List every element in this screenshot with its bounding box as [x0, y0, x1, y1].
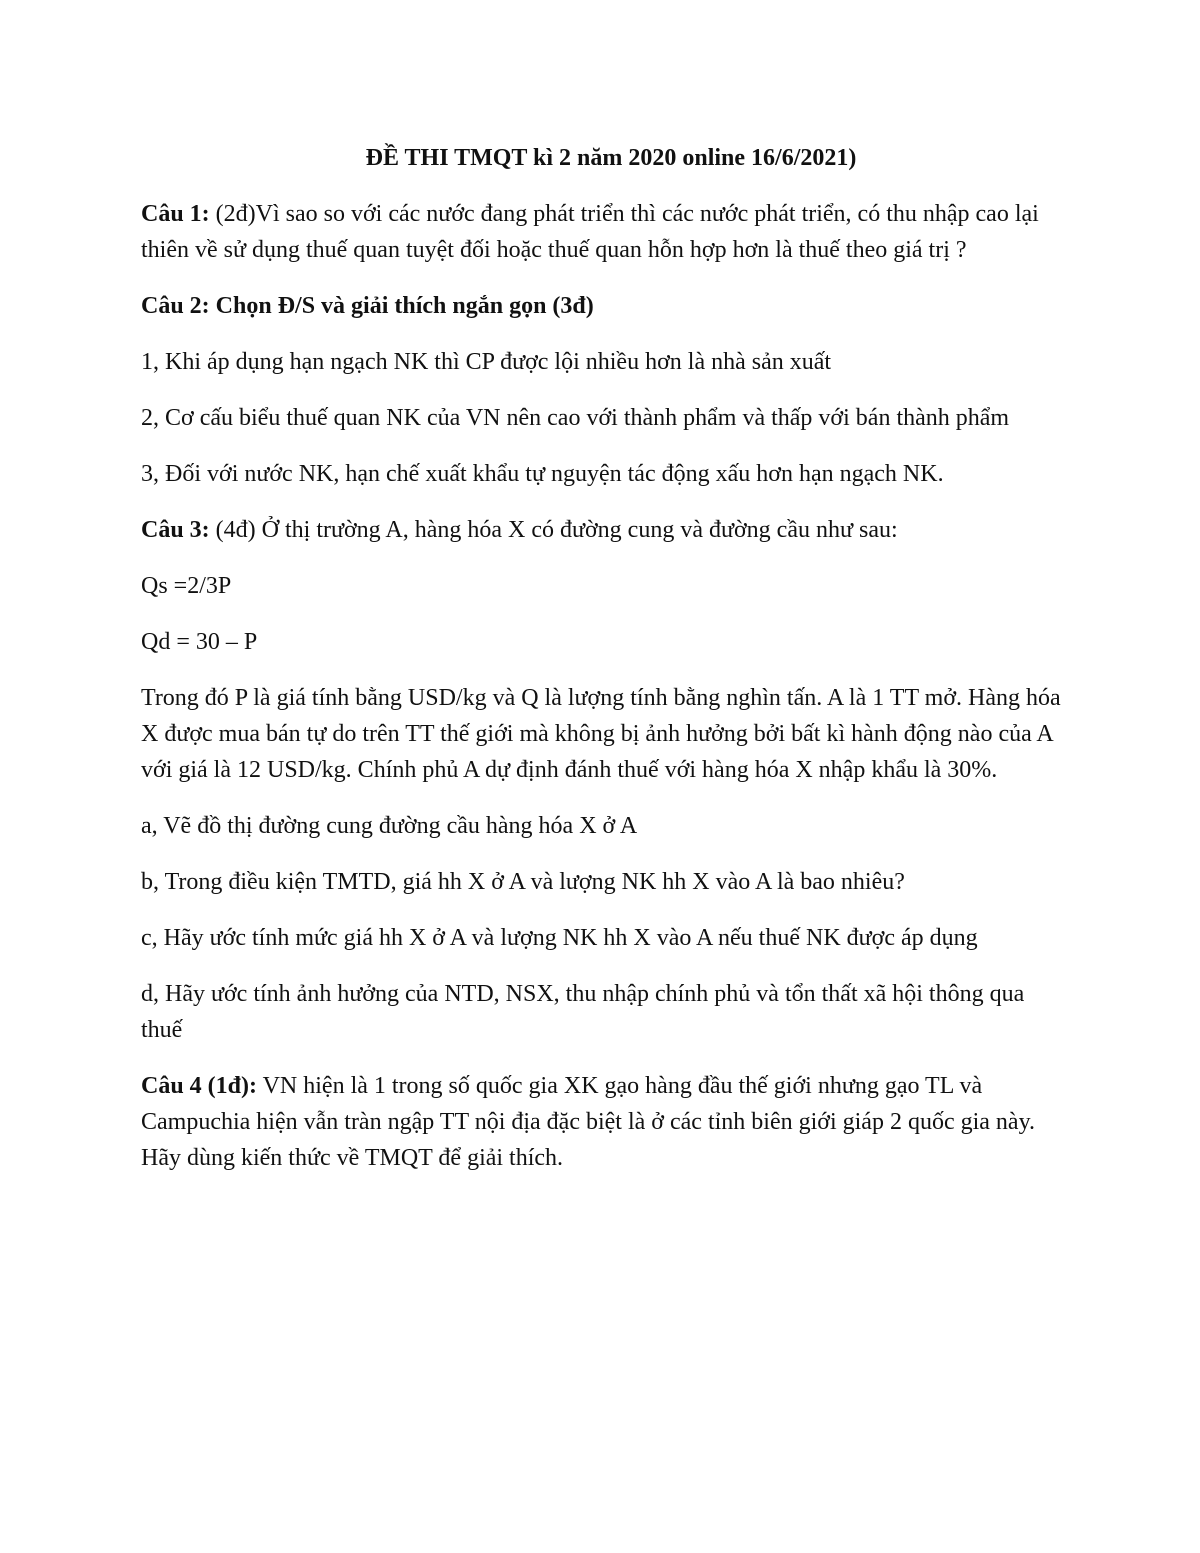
- question-3-part-d: d, Hãy ước tính ảnh hưởng của NTD, NSX, thu nhập chính phủ và tổn thất xã hội thông qua thuế: [141, 981, 1025, 1043]
- question-1-text: (2đ)Vì sao so với các nước đang phát triển thì các nước phát triển, có thu nhập cao lại thiên về sử dụng thuế quan tuyệt đối hoặc thuế quan hỗn hợp hơn là thuế theo giá trị ?: [141, 201, 1039, 263]
- question-4: [141, 1068, 1061, 1176]
- question-1: [141, 196, 1061, 268]
- question-3-part-c: c, Hãy ước tính mức giá hh X ở A và lượng NK hh X vào A nếu thuế NK được áp dụng: [141, 925, 978, 951]
- question-4-label: Câu 4 (1đ):: [141, 1073, 258, 1099]
- question-2-item-3: 3, Đối với nước NK, hạn chế xuất khẩu tự nguyện tác động xấu hơn hạn ngạch NK.: [141, 461, 944, 487]
- question-3: [141, 512, 1061, 548]
- question-3-context: Trong đó P là giá tính bằng USD/kg và Q là lượng tính bằng nghìn tấn. A là 1 TT mở. Hàng hóa X được mua bán tự do trên TT thế giới mà không bị ảnh hưởng bởi bất kì hành động nào của A với giá là 12 USD/kg. Chính phủ A dự định đánh thuế với hàng hóa X nhập khẩu là 30%.: [141, 685, 1061, 783]
- supply-equation: Qs =2/3P: [141, 573, 232, 599]
- question-3-part-b: b, Trong điều kiện TMTD, giá hh X ở A và lượng NK hh X vào A là bao nhiêu?: [141, 869, 905, 895]
- question-4-text: VN hiện là 1 trong số quốc gia XK gạo hàng đầu thế giới nhưng gạo TL và Campuchia hiện vẫn tràn ngập TT nội địa đặc biệt là ở các tỉnh biên giới giáp 2 quốc gia này. Hãy dùng kiến thức về TMQT để giải thích.: [141, 1073, 1036, 1171]
- document-page: [141, 140, 1061, 1196]
- question-2-item-1: 1, Khi áp dụng hạn ngạch NK thì CP được lội nhiều hơn là nhà sản xuất: [141, 349, 832, 375]
- question-3-part-a: a, Vẽ đồ thị đường cung đường cầu hàng hóa X ở A: [141, 813, 638, 839]
- question-2-item-2: 2, Cơ cấu biểu thuế quan NK của VN nên cao với thành phẩm và thấp với bán thành phẩm: [141, 405, 1010, 431]
- question-2-heading: Câu 2: Chọn Đ/S và giải thích ngắn gọn (3đ): [141, 293, 594, 319]
- question-3-text: (4đ) Ở thị trường A, hàng hóa X có đường cung và đường cầu như sau:: [209, 517, 898, 543]
- demand-equation: Qd = 30 – P: [141, 629, 258, 655]
- question-1-label: Câu 1:: [141, 201, 210, 227]
- page-title: ĐỀ THI TMQT kì 2 năm 2020 online 16/6/2021): [365, 145, 857, 171]
- question-3-label: Câu 3:: [141, 517, 210, 543]
